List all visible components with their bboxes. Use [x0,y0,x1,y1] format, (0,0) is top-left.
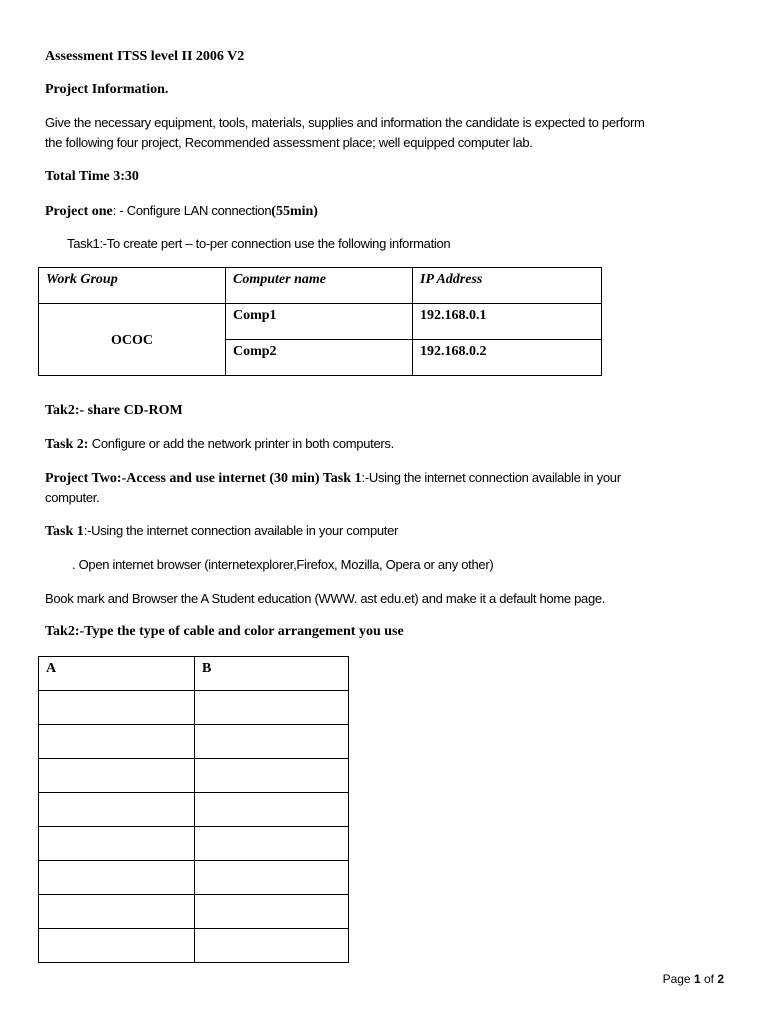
table-row [39,725,349,759]
cable-table [38,656,349,963]
cable-cell-a [39,827,195,861]
column-header-work-group: Work Group [39,268,226,304]
task1-line: Task1:-To create pert – to-per connection use the following information [67,236,451,251]
cable-cell-b [195,861,349,895]
table-row [39,691,349,725]
footer-middle: of [700,972,718,986]
work-group-cell: OCOC [39,304,226,376]
cable-cell-b [195,793,349,827]
project-one-duration: (55min) [271,204,318,219]
task2-text: Configure or add the network printer in both computers. [88,436,394,451]
footer-total-pages: 2 [717,972,724,986]
cable-cell-a [39,691,195,725]
task1-internet-line [45,521,398,542]
bookmark-line: Book mark and Browser the A Student education (WWW. ast edu.et) and make it a default home page. [45,591,606,606]
cable-cell-a [39,929,195,963]
cable-cell-b [195,691,349,725]
document-heading: Assessment ITSS level II 2006 V2 [45,49,245,64]
column-header-a: A [39,657,195,691]
computer-name-cell: Comp2 [226,340,413,376]
intro-line-1: Give the necessary equipment, tools, materials, supplies and information the candidate is expected to perform [45,115,645,130]
project-info-title: Project Information. [45,82,169,97]
task2-label: Task 2: [45,437,89,452]
table-row [39,304,602,340]
task1-internet-text: :-Using the internet connection available in your computer [83,523,399,538]
project-one-line [45,201,318,222]
cable-cell-a [39,861,195,895]
ip-address-cell: 192.168.0.1 [413,304,602,340]
project-one-text: : - Configure LAN connection [112,203,272,218]
table-row [39,827,349,861]
footer-prefix: Page [662,972,694,986]
cable-cell-b [195,827,349,861]
task1-internet-label: Task 1 [45,524,84,539]
task2-line [45,434,394,455]
footer-current-page: 1 [693,972,701,986]
table-row [39,895,349,929]
cable-cell-a [39,895,195,929]
page-number-footer [663,972,724,986]
project-two-line-2: computer. [45,490,100,505]
cable-cell-a [39,793,195,827]
project-two-line [45,468,621,489]
cable-cell-b [195,929,349,963]
project-two-label: Project Two:-Access and use internet (30 min) Task 1 [45,471,362,486]
table-row [39,793,349,827]
open-browser-line: . Open internet browser (internetexplorer,Firefox, Mozilla, Opera or any other) [72,557,494,572]
column-header-b: B [195,657,349,691]
project-two-text: :-Using the internet connection available in your [361,470,621,485]
cable-table-header [39,657,349,691]
intro-line-2: the following four project, Recommended assessment place; well equipped computer lab. [45,135,533,150]
cable-cell-a [39,725,195,759]
cable-cell-b [195,759,349,793]
total-time: Total Time 3:30 [45,169,139,184]
network-table-header [39,268,602,304]
computer-name-cell: Comp1 [226,304,413,340]
cable-cell-b [195,725,349,759]
table-row [39,929,349,963]
column-header-ip-address: IP Address [413,268,602,304]
ip-address-cell: 192.168.0.2 [413,340,602,376]
tak2-share-line: Tak2:- share CD-ROM [45,403,183,418]
table-row [39,861,349,895]
project-one-label: Project one [45,204,113,219]
network-table [38,267,602,376]
cable-cell-b [195,895,349,929]
table-row [39,759,349,793]
tak2-cable-line: Tak2:-Type the type of cable and color arrangement you use [45,624,404,639]
column-header-computer-name: Computer name [226,268,413,304]
cable-cell-a [39,759,195,793]
